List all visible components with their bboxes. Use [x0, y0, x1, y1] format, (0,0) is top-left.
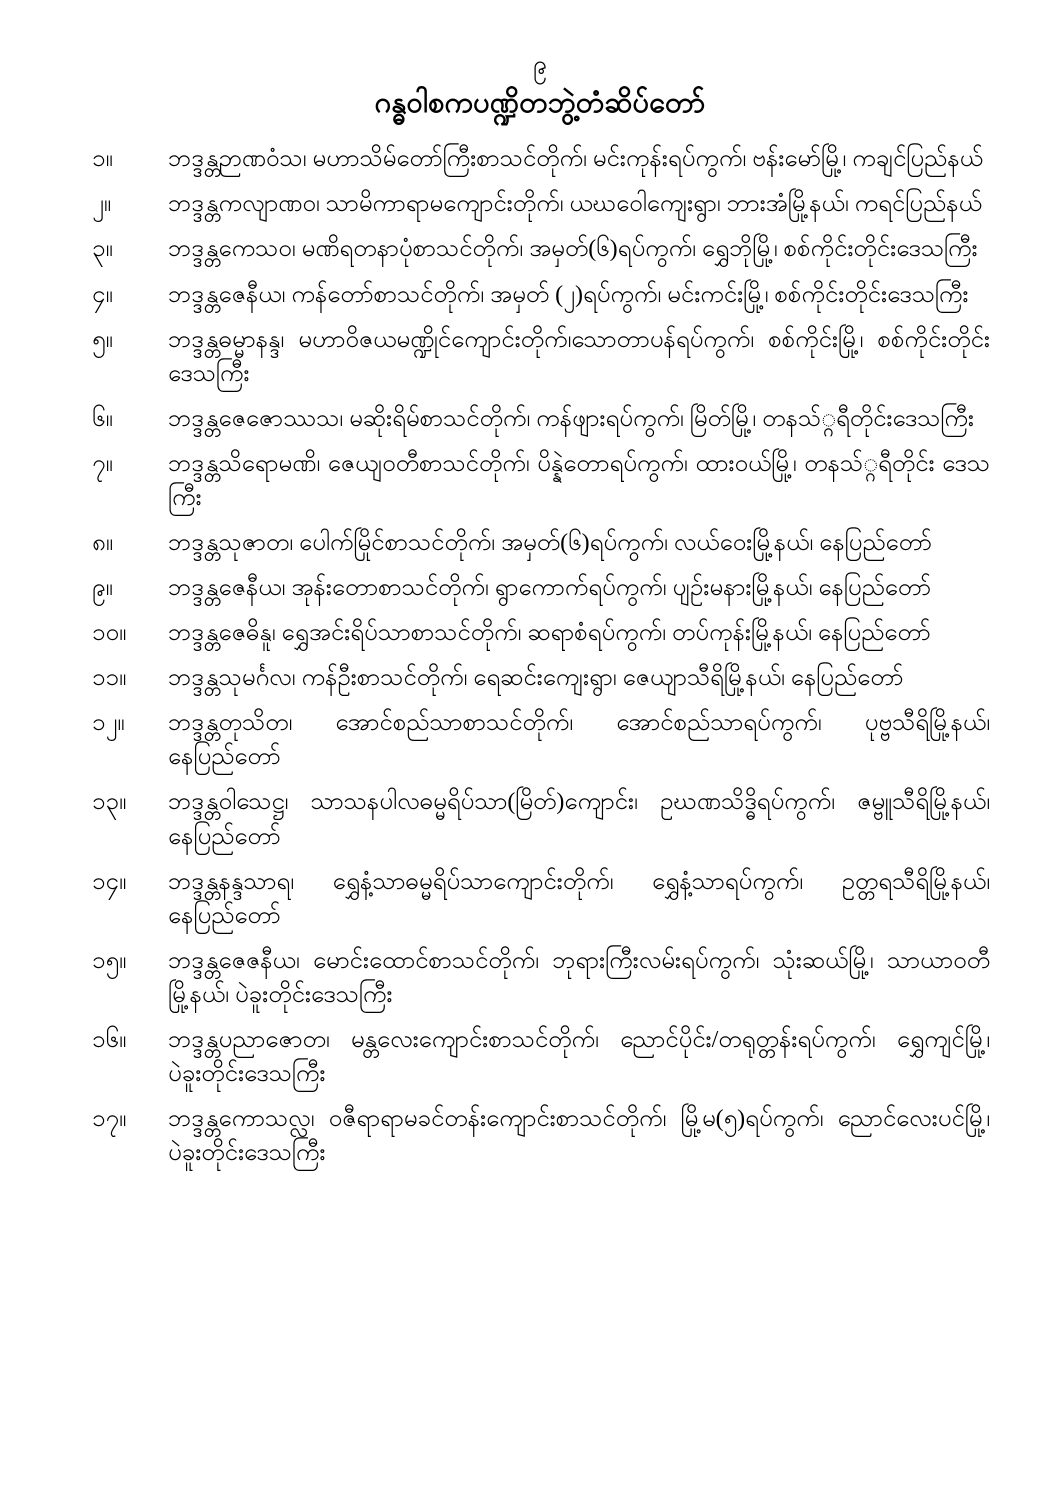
list-item	[90, 661, 990, 695]
list-item	[90, 571, 990, 605]
list-item	[90, 278, 990, 312]
list-item-text: ဘဒ္ဒန္တသုဇာတ၊ ပေါက်မြိုင်စာသင်တိုက်၊ အမှတ်(၆)ရပ်ကွက်၊ လယ်ဝေးမြို့နယ်၊ နေပြည်တော်	[168, 530, 932, 556]
list-item	[90, 944, 990, 1012]
list-item	[90, 1102, 990, 1170]
list-item	[90, 232, 990, 266]
list-item-text: ဘဒ္ဒန္တဇေနီယ၊ အုန်းတောစာသင်တိုက်၊ ရွာကောက်ရပ်ကွက်၊ ပျဉ်းမနားမြို့နယ်၊ နေပြည်တော်	[168, 575, 932, 602]
list-item	[90, 1023, 990, 1091]
list-item-text: ဘဒ္ဒန္တကေသဝ၊ မဏိရတနာပုံစာသင်တိုက်၊ အမှတ်(၆)ရပ်ကွက်၊ ရွှေဘိုမြို့၊ စစ်ကိုင်းတိုင်းဒေသကြီး	[168, 236, 978, 263]
list-item-text: ဘဒ္ဒန္တကလျာဏဝ၊ သာမိကာရာမကျောင်းတိုက်၊ ယဃဝေါကျေးရွာ၊ ဘားအံမြို့နယ်၊ ကရင်ပြည်နယ်	[168, 191, 982, 218]
list-item	[90, 865, 990, 933]
list-item-text: ဘဒ္ဒန္တဉာဏဝံသ၊ မဟာသိမ်တော်ကြီးစာသင်တိုက်၊ မင်းကုန်းရပ်ကွက်၊ ဗန်းမော်မြို့၊ ကချင်ပြည်နယ်	[168, 146, 983, 173]
list-item	[90, 402, 990, 436]
list-item-text: ဘဒ္ဒန္တဓမ္မာနန္ဒ၊ မဟာဝိဇယမဏ္ဍိုင်ကျောင်းတိုက်၊သောတာပန်ရပ်ကွက်၊ စစ်ကိုင်းမြို့၊ စစ်ကိုင်းတိုင်း ဒေသကြီး	[168, 326, 990, 387]
list-item-text: ဘဒ္ဒန္တပညာဇောတ၊ မန္တလေးကျောင်းစာသင်တိုက်၊ ညောင်ပိုင်း/တရုတ္တန်းရပ်ကွက်၊ ရွှေကျင်မြို့၊ ပဲခူးတိုင်းဒေသကြီး	[168, 1026, 990, 1088]
list-item	[90, 447, 990, 515]
list-item	[90, 526, 990, 560]
list-item-number: ၅။	[92, 326, 113, 353]
list-item-number: ၁၄။	[92, 868, 127, 895]
list-item-number: ၁။	[92, 146, 113, 173]
list-item-number: ၄။	[92, 281, 113, 308]
list-item-number: ၂။	[92, 191, 112, 218]
list-item-text: ဘဒ္ဒန္တသိရောမဏိ၊ ဇေယျဝတီစာသင်တိုက်၊ ပိန္နဲတောရပ်ကွက်၊ ထားဝယ်မြို့၊ တနသ်္ဂရီတိုင်း ဒေသကြီး	[168, 450, 990, 511]
list-item-number: ၁၅။	[92, 947, 127, 974]
page-title: ဂန္ဓဝါစကပဏ္ဍိတဘွဲ့တံဆိပ်တော်	[374, 86, 706, 119]
list-item-text: ဘဒ္ဒန္တဝါသေဋ္ဌ၊ သာသနပါလဓမ္မရိပ်သာ(မြိတ်)ကျောင်း၊ ဥဃဏသိဒ္ဓိရပ်ကွက်၊ ဇမ္ဗူသီရိမြို့နယ်၊ နေပြည်တော်	[168, 789, 990, 850]
list-item-number: ၁၆။	[92, 1026, 127, 1053]
list-item-text: ဘဒ္ဒန္တနန္ဒသာရ၊ ရွှေနံ့သာဓမ္မရိပ်သာကျောင်းတိုက်၊ ရွှေနံ့သာရပ်ကွက်၊ ဥတ္တရသီရိမြို့နယ်၊ နေပြည်တော်	[168, 868, 990, 929]
list-item-text: ဘဒ္ဒန္တတုသိတ၊ အောင်စည်သာစာသင်တိုက်၊ အောင်စည်သာရပ်ကွက်၊ ပုဗ္ဗသီရိမြို့နယ်၊ နေပြည်တော်	[168, 710, 990, 771]
award-recipient-list	[90, 142, 990, 1170]
list-item-text: ဘဒ္ဒန္တဇေဇနီယ၊ မောင်းထောင်စာသင်တိုက်၊ ဘုရားကြီးလမ်းရပ်ကွက်၊ သုံးဆယ်မြို့၊ သာယာဝတီမြို့နယ်၊ ပဲခူးတိုင်းဒေသကြီး	[168, 947, 990, 1008]
list-item-number: ၁၂။	[92, 710, 125, 737]
list-item-number: ၁၁။	[92, 665, 127, 692]
list-item	[90, 142, 990, 176]
list-item-number: ၈။	[92, 530, 113, 556]
list-item	[90, 785, 990, 853]
list-item	[90, 323, 990, 391]
page-number: ၉	[532, 52, 548, 79]
list-item-number: ၇။	[92, 450, 113, 477]
list-item	[90, 187, 990, 221]
list-item	[90, 706, 990, 774]
list-item-text: ဘဒ္ဒန္တဇေဓိနူ၊ ရွှေအင်းရိပ်သာစာသင်တိုက်၊ ဆရာစံရပ်ကွက်၊ တပ်ကုန်းမြို့နယ်၊ နေပြည်တော်	[168, 620, 931, 647]
list-item-text: ဘဒ္ဒန္တဇေဇောဿသ၊ မဆိုးရိမ်စာသင်တိုက်၊ ကန်ဖျားရပ်ကွက်၊ မြိတ်မြို့၊ တနသ်္ဂရီတိုင်းဒေသကြီး	[168, 405, 974, 432]
list-item-text: ဘဒ္ဒန္တသုမင်္ဂလ၊ ကန်ဦးစာသင်တိုက်၊ ရေဆင်းကျေးရွာ၊ ဇေယျာသီရိမြို့နယ်၊ နေပြည်တော်	[168, 665, 904, 692]
list-item-number: ၁၇။	[92, 1106, 127, 1133]
list-item-number: ၃။	[92, 236, 113, 263]
list-item-number: ၁၀။	[92, 620, 127, 647]
list-item-text: ဘဒ္ဒန္တကောသလ္လ၊ ဝဇီရာရာမခင်တန်းကျောင်းစာသင်တိုက်၊ မြို့မ(၅)ရပ်ကွက်၊ ညောင်လေးပင်မြို့၊ ပဲခူးတိုင်းဒေသကြီး	[168, 1106, 990, 1167]
list-item	[90, 616, 990, 650]
list-item-number: ၁၃။	[92, 789, 127, 816]
list-item-number: ၉။	[92, 575, 113, 602]
list-item-text: ဘဒ္ဒန္တဇေနီယ၊ ကန်တော်စာသင်တိုက်၊ အမှတ် (၂)ရပ်ကွက်၊ မင်းကင်းမြို့၊ စစ်ကိုင်းတိုင်းဒေသကြီး	[168, 281, 969, 308]
list-item-number: ၆။	[92, 405, 113, 432]
